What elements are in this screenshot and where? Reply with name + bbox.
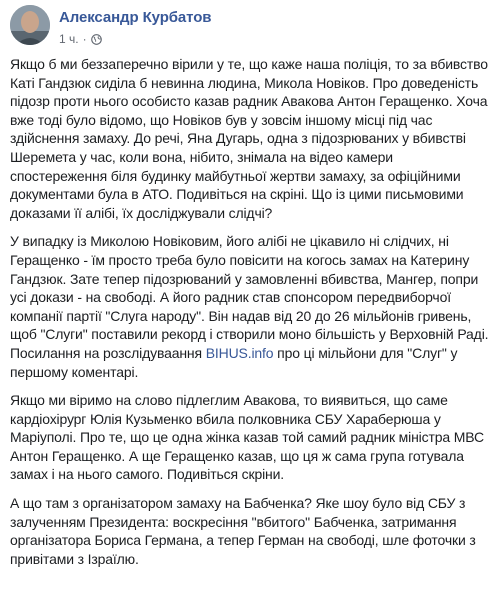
paragraph-1: Якщо б ми беззаперечно вірили у те, що каже наша поліція, то за вбивство Каті Гандзюк сиділа б невинна людина, Микола Новіков. Про доведеність підозр проти нього особисто казав радник Авакова Антон Геращенко. Хоча вже тоді було відомо, що Новіков був у зовсім іншому місці під час здійснення замаху. До речі, Яна Дугарь, одна з підозрюваних у вбивстві Шеремета у час, коли вона, нібито, знімала на відео камери спостереження біля будинку майбутньої жертви замаху, за офіційними документами була в АТО. Подивіться на скріні. Що із цими письмовими доказами її алібі, їх досліджували слідчі?	[10, 56, 488, 221]
post-meta	[59, 32, 102, 46]
paragraph-3: Якщо ми віримо на слово підлеглим Авакова, то виявиться, що саме кардіохірург Юлія Кузьменко вбила полковника СБУ Хараберюша у Маріуполі. Про те, що це одна жінка казав той самий радник міністра МВС Антон Геращенко. А ще Геращенко казав, що ця ж сама група готувала замах і на нього самого. Подивіться скріни.	[10, 392, 484, 483]
paragraph-2-text: У випадку із Миколою Новіковим, його алібі не цікавило ні слідчих, ні Геращенко - їм просто треба було повісити на когось замах на Катерину Гандзюк. Зате тепер підозрюваний у замовленні вбивства, Мангер, попри усі докази - на свободі. А його радник став спонсором передвиборчої компанії партії "Слуга народу". Він надав від 20 до 26 мільйонів гривень, щоб "Слуги" поставили рекорд і створили моно більшість у Верховній Раді.	[10, 233, 489, 343]
paragraph-2	[10, 232, 490, 381]
avatar[interactable]	[10, 5, 50, 45]
post-time[interactable]: 1 ч.	[59, 32, 79, 46]
link-prefix: Посилання на розслідуваання	[10, 344, 206, 361]
post-body	[10, 55, 490, 578]
meta-separator: ·	[82, 32, 87, 46]
link-suffix: про ці мільйони для "Слуг" у першому коментарі.	[10, 344, 458, 380]
bihus-link[interactable]: BIHUS.info	[205, 344, 274, 361]
author-name[interactable]: Александр Курбатов	[59, 9, 212, 26]
user-avatar-icon	[10, 5, 50, 45]
paragraph-4: А що там з організатором замаху на Бабченка? Яке шоу було від СБУ з залученням Президента: воскресіння "вбитого" Бабченка, затримання організатора Бориса Германа, а тепер Герман на свободі, шле фоточки з привітами з Ізраїлю.	[10, 495, 476, 567]
globe-icon[interactable]	[91, 34, 102, 45]
